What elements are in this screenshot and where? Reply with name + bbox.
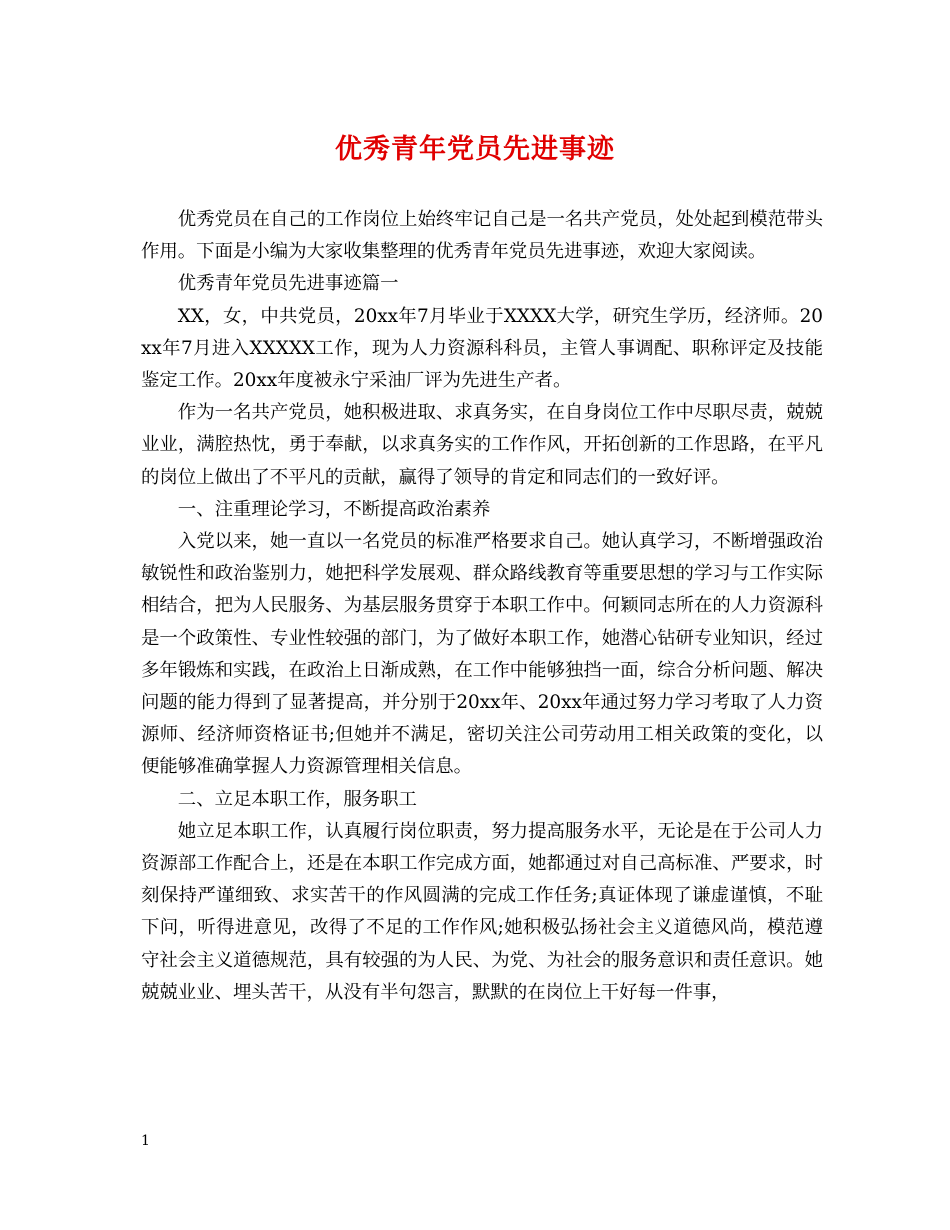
section-heading-article-one: 优秀青年党员先进事迹篇一 xyxy=(177,273,399,295)
section-heading-theory-study: 一、注重理论学习，不断提高政治素养 xyxy=(177,498,491,520)
service-paragraph: 她立足本职工作，认真履行岗位职责，努力提高服务水平，无论是在于公司人力资源部工作配合上，还是在本职工作完成方面，她都通过对自己高标准、严要求，时刻保持严谨细致、求实苦干的作风圆满的完成工作任务;真证体现了谦虚谨慎，不耻下问，听得进意见，改得了不足的工作作风;她积极弘扬社会主义道德风尚，模范遵守社会主义道德规范，具有较强的为人民、为党、为社会的服务意识和责任意识。她兢兢业业、埋头苦干，从没有半句怨言，默默的在岗位上干好每一件事， xyxy=(141,820,823,1003)
document-body xyxy=(141,204,823,1009)
theory-study-paragraph: 入党以来，她一直以一名党员的标准严格要求自己。她认真学习，不断增强政治敏锐性和政治鉴别力，她把科学发展观、群众路线教育等重要思想的学习与工作实际相结合，把为人民服务、为基层服务贯穿于本职工作中。何颖同志所在的人力资源科是一个政策性、专业性较强的部门，为了做好本职工作，她潜心钻研专业知识，经过多年锻炼和实践，在政治上日渐成熟，在工作中能够独挡一面，综合分析问题、解决问题的能力得到了显著提高，并分别于20xx年、20xx年通过努力学习考取了人力资源师、经济师资格证书;但她并不满足，密切关注公司劳动用工相关政策的变化，以便能够准确掌握人力资源管理相关信息。 xyxy=(141,531,823,778)
document-title: 优秀青年党员先进事迹 xyxy=(335,134,615,165)
profile-paragraph: XX，女，中共党员，20xx年7月毕业于XXXX大学，研究生学历，经济师。20xx年7月进入XXXXX工作，现为人力资源科科员，主管人事调配、职称评定及技能鉴定工作。20xx年度被永宁采油厂评为先进生产者。 xyxy=(141,305,823,392)
section-heading-service: 二、立足本职工作，服务职工 xyxy=(177,788,417,810)
page-number: 1 xyxy=(141,1133,150,1149)
intro-paragraph: 优秀党员在自己的工作岗位上始终牢记自己是一名共产党员，处处起到模范带头作用。下面是小编为大家收集整理的优秀青年党员先进事迹，欢迎大家阅读。 xyxy=(141,209,823,263)
summary-paragraph: 作为一名共产党员，她积极进取、求真务实，在自身岗位工作中尽职尽责，兢兢业业，满腔热忱，勇于奉献，以求真务实的工作作风，开拓创新的工作思路，在平凡的岗位上做出了不平凡的贡献，赢得了领导的肯定和同志们的一致好评。 xyxy=(141,402,823,488)
